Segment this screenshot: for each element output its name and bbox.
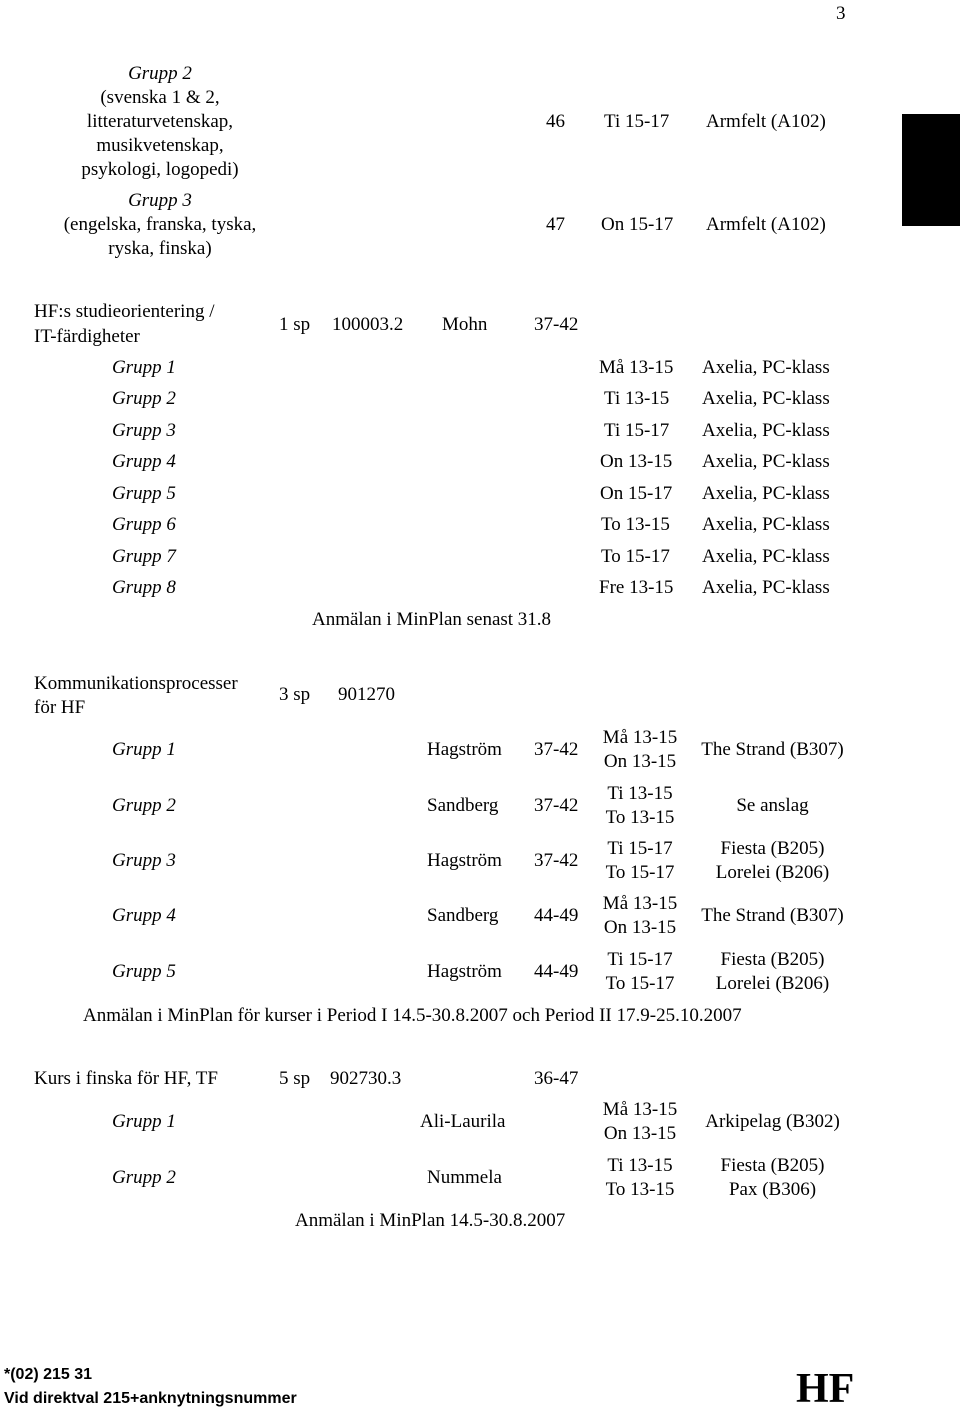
group-time: To 13-15 — [601, 514, 670, 535]
group-name: Grupp 2 — [112, 388, 176, 409]
room: Armfelt (A102) — [706, 214, 826, 235]
group-name: Grupp 5 — [112, 961, 176, 982]
course-code: 100003.2 — [332, 314, 404, 335]
course-title: HF:s studieorientering / — [34, 301, 215, 322]
group-time: To 13-15 — [605, 1179, 675, 1200]
week: 46 — [546, 111, 565, 132]
week: 47 — [546, 214, 565, 235]
course-credits: 1 sp — [279, 314, 311, 335]
group-room: Axelia, PC-klass — [702, 357, 830, 378]
group-time: Fre 13-15 — [599, 577, 674, 598]
group-subjects: litteraturvetenskap, — [86, 111, 234, 132]
group-room: Fiesta (B205) — [720, 949, 825, 970]
course-teacher: Mohn — [442, 314, 488, 335]
group-room: The Strand (B307) — [701, 905, 844, 926]
group-time: Ti 13-15 — [604, 388, 670, 409]
group-name: Grupp 6 — [112, 514, 176, 535]
group-time: Ti 15-17 — [607, 949, 673, 970]
course-title: för HF — [34, 697, 86, 718]
group-room: Axelia, PC-klass — [702, 483, 830, 504]
group-weeks: 37-42 — [534, 739, 579, 760]
group-room: Fiesta (B205) — [720, 838, 825, 859]
footer-direct-dial: Vid direktval 215+anknytningsnummer — [4, 1390, 297, 1407]
group-name: Grupp 1 — [112, 739, 176, 760]
course-credits: 3 sp — [279, 684, 311, 705]
group-weeks: 37-42 — [534, 850, 579, 871]
group-room: Axelia, PC-klass — [702, 451, 830, 472]
group-room: Fiesta (B205) — [720, 1155, 825, 1176]
group-name: Grupp 3 — [112, 420, 176, 441]
group-room: Arkipelag (B302) — [705, 1111, 840, 1132]
group-room: Axelia, PC-klass — [702, 420, 830, 441]
group-room: Se anslag — [736, 795, 809, 816]
course-code: 902730.3 — [330, 1068, 402, 1089]
group-time: Må 13-15 — [599, 357, 674, 378]
course-title: IT-färdigheter — [34, 326, 140, 347]
registration-note: Anmälan i MinPlan senast 31.8 — [312, 609, 552, 630]
room: Armfelt (A102) — [706, 111, 826, 132]
group-teacher: Nummela — [427, 1167, 502, 1188]
course-title: Kommunikationsprocesser — [34, 673, 238, 694]
group-weeks: 44-49 — [534, 905, 579, 926]
group-time: On 13-15 — [600, 451, 673, 472]
group-teacher: Hagström — [427, 739, 502, 760]
group-time: To 15-17 — [605, 973, 675, 994]
hf-logo: HF — [796, 1366, 855, 1412]
course-weeks: 37-42 — [534, 314, 579, 335]
group-time: Ti 15-17 — [604, 420, 670, 441]
group-room: Pax (B306) — [728, 1179, 817, 1200]
group-teacher: Ali-Laurila — [420, 1111, 506, 1132]
time: Ti 15-17 — [604, 111, 670, 132]
course-title: Kurs i finska för HF, TF — [34, 1068, 218, 1089]
group-time: On 13-15 — [603, 1123, 677, 1144]
page-number: 3 — [836, 3, 846, 24]
group-subjects: (svenska 1 & 2, — [100, 87, 220, 108]
group-name: Grupp 2 — [112, 795, 176, 816]
group-name: Grupp 1 — [112, 1111, 176, 1132]
group-time: On 15-17 — [600, 483, 673, 504]
group-subjects: psykologi, logopedi) — [81, 159, 239, 180]
group-room: Lorelei (B206) — [715, 973, 830, 994]
group-room: Lorelei (B206) — [715, 862, 830, 883]
group-time: On 13-15 — [603, 917, 677, 938]
group-teacher: Sandberg — [427, 905, 499, 926]
group-subjects: musikvetenskap, — [96, 135, 224, 156]
registration-note: Anmälan i MinPlan 14.5-30.8.2007 — [295, 1210, 566, 1231]
group-subjects: (engelska, franska, tyska, — [63, 214, 257, 235]
course-weeks: 36-47 — [534, 1068, 579, 1089]
group-title: Grupp 2 — [128, 63, 192, 84]
group-time: Ti 13-15 — [607, 783, 673, 804]
group-room: The Strand (B307) — [701, 739, 844, 760]
group-time: Må 13-15 — [602, 893, 678, 914]
group-name: Grupp 4 — [112, 905, 176, 926]
thumb-index-tab — [902, 114, 960, 226]
group-teacher: Hagström — [427, 961, 502, 982]
course-credits: 5 sp — [279, 1068, 311, 1089]
group-time: Må 13-15 — [602, 727, 678, 748]
registration-note: Anmälan i MinPlan för kurser i Period I 14.5-30.8.2007 och Period II 17.9-25.10.2007 — [83, 1005, 742, 1026]
group-time: Må 13-15 — [602, 1099, 678, 1120]
group-name: Grupp 2 — [112, 1167, 176, 1188]
group-room: Axelia, PC-klass — [702, 514, 830, 535]
group-room: Axelia, PC-klass — [702, 546, 830, 567]
group-subjects: ryska, finska) — [108, 238, 212, 259]
group-teacher: Hagström — [427, 850, 502, 871]
group-name: Grupp 4 — [112, 451, 176, 472]
footer-phone: *(02) 215 31 — [4, 1366, 93, 1383]
group-title: Grupp 3 — [128, 190, 192, 211]
group-time: Ti 13-15 — [607, 1155, 673, 1176]
group-teacher: Sandberg — [427, 795, 499, 816]
group-time: To 13-15 — [605, 807, 675, 828]
group-name: Grupp 3 — [112, 850, 176, 871]
group-name: Grupp 5 — [112, 483, 176, 504]
group-name: Grupp 8 — [112, 577, 176, 598]
group-weeks: 44-49 — [534, 961, 579, 982]
group-room: Axelia, PC-klass — [702, 577, 830, 598]
group-name: Grupp 1 — [112, 357, 176, 378]
group-time: On 13-15 — [603, 751, 677, 772]
group-name: Grupp 7 — [112, 546, 176, 567]
course-code: 901270 — [338, 684, 395, 705]
group-room: Axelia, PC-klass — [702, 388, 830, 409]
group-weeks: 37-42 — [534, 795, 579, 816]
time: On 15-17 — [601, 214, 674, 235]
group-time: To 15-17 — [601, 546, 670, 567]
group-time: To 15-17 — [605, 862, 675, 883]
group-time: Ti 15-17 — [607, 838, 673, 859]
